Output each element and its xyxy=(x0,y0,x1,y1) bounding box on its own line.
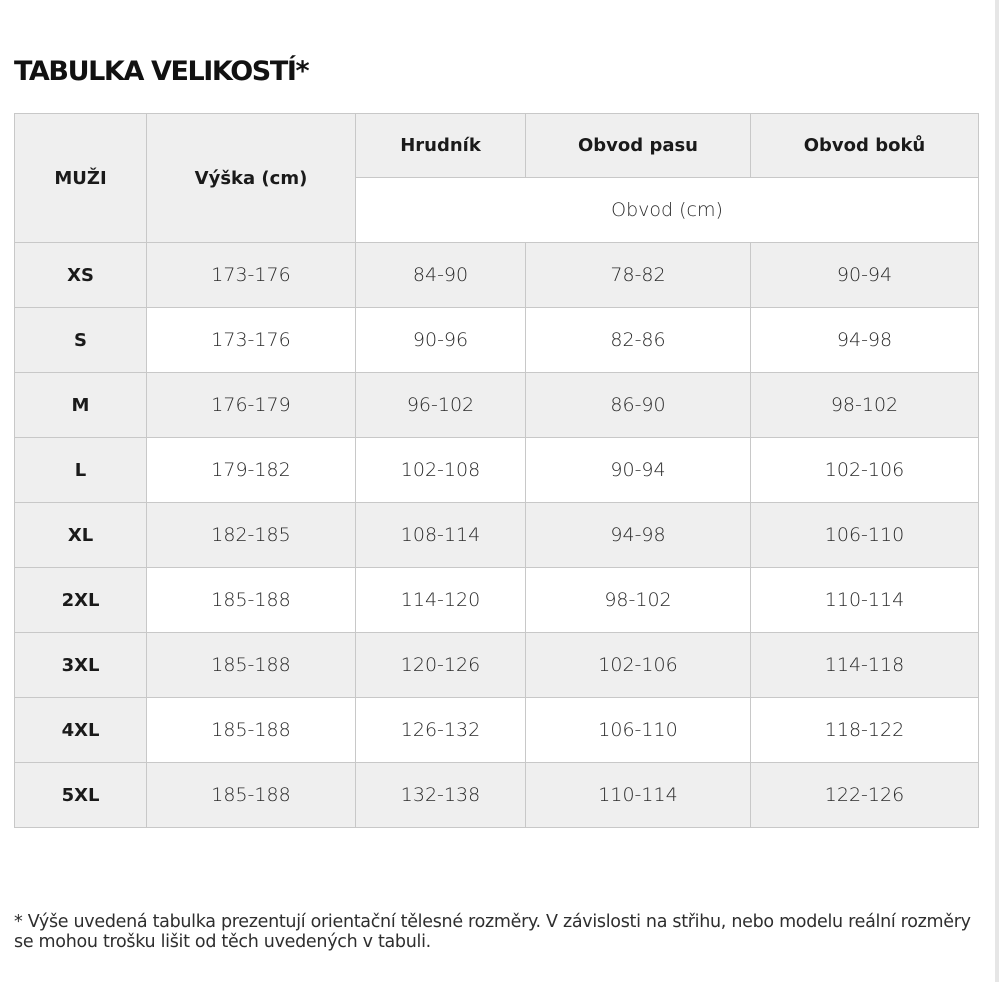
hips-cell: 102-106 xyxy=(751,438,979,503)
table-row xyxy=(15,568,979,633)
table-row xyxy=(15,503,979,568)
hips-cell: 122-126 xyxy=(751,763,979,828)
height-cell: 185-188 xyxy=(147,698,356,763)
hips-cell: 94-98 xyxy=(751,308,979,373)
table-row xyxy=(15,698,979,763)
size-label: 3XL xyxy=(15,633,147,698)
table-row xyxy=(15,763,979,828)
hips-cell: 114-118 xyxy=(751,633,979,698)
height-cell: 185-188 xyxy=(147,633,356,698)
waist-cell: 94-98 xyxy=(526,503,751,568)
table-row xyxy=(15,243,979,308)
waist-cell: 86-90 xyxy=(526,373,751,438)
table-row xyxy=(15,373,979,438)
size-label: M xyxy=(15,373,147,438)
chest-cell: 96-102 xyxy=(356,373,526,438)
waist-cell: 110-114 xyxy=(526,763,751,828)
chest-cell: 102-108 xyxy=(356,438,526,503)
waist-cell: 82-86 xyxy=(526,308,751,373)
size-label: XS xyxy=(15,243,147,308)
height-cell: 185-188 xyxy=(147,763,356,828)
height-cell: 173-176 xyxy=(147,308,356,373)
chest-cell: 90-96 xyxy=(356,308,526,373)
header-chest: Hrudník xyxy=(356,114,526,178)
header-hips: Obvod boků xyxy=(751,114,979,178)
table-row xyxy=(15,308,979,373)
chest-cell: 120-126 xyxy=(356,633,526,698)
chest-cell: 126-132 xyxy=(356,698,526,763)
header-waist: Obvod pasu xyxy=(526,114,751,178)
page-title: TABULKA VELIKOSTÍ* xyxy=(14,56,309,87)
hips-cell: 110-114 xyxy=(751,568,979,633)
size-chart-table xyxy=(14,113,979,828)
hips-cell: 118-122 xyxy=(751,698,979,763)
page-edge-bar xyxy=(995,0,999,982)
height-cell: 182-185 xyxy=(147,503,356,568)
waist-cell: 98-102 xyxy=(526,568,751,633)
waist-cell: 78-82 xyxy=(526,243,751,308)
size-label: L xyxy=(15,438,147,503)
table-row xyxy=(15,633,979,698)
hips-cell: 90-94 xyxy=(751,243,979,308)
hips-cell: 98-102 xyxy=(751,373,979,438)
size-label: 2XL xyxy=(15,568,147,633)
header-group: MUŽI xyxy=(15,114,147,243)
table-row xyxy=(15,438,979,503)
size-label: S xyxy=(15,308,147,373)
table-header-row xyxy=(15,114,979,178)
size-label: XL xyxy=(15,503,147,568)
waist-cell: 102-106 xyxy=(526,633,751,698)
height-cell: 185-188 xyxy=(147,568,356,633)
hips-cell: 106-110 xyxy=(751,503,979,568)
size-label: 4XL xyxy=(15,698,147,763)
height-cell: 179-182 xyxy=(147,438,356,503)
footnote: * Výše uvedená tabulka prezentují orientační tělesné rozměry. V závislosti na střihu, nebo modelu reální rozměry se mohou trošku lišit od těch uvedených v tabuli. xyxy=(14,912,971,952)
header-height: Výška (cm) xyxy=(147,114,356,243)
waist-cell: 106-110 xyxy=(526,698,751,763)
height-cell: 176-179 xyxy=(147,373,356,438)
chest-cell: 114-120 xyxy=(356,568,526,633)
chest-cell: 132-138 xyxy=(356,763,526,828)
waist-cell: 90-94 xyxy=(526,438,751,503)
size-label: 5XL xyxy=(15,763,147,828)
header-circumference: Obvod (cm) xyxy=(356,178,979,243)
height-cell: 173-176 xyxy=(147,243,356,308)
chest-cell: 84-90 xyxy=(356,243,526,308)
chest-cell: 108-114 xyxy=(356,503,526,568)
